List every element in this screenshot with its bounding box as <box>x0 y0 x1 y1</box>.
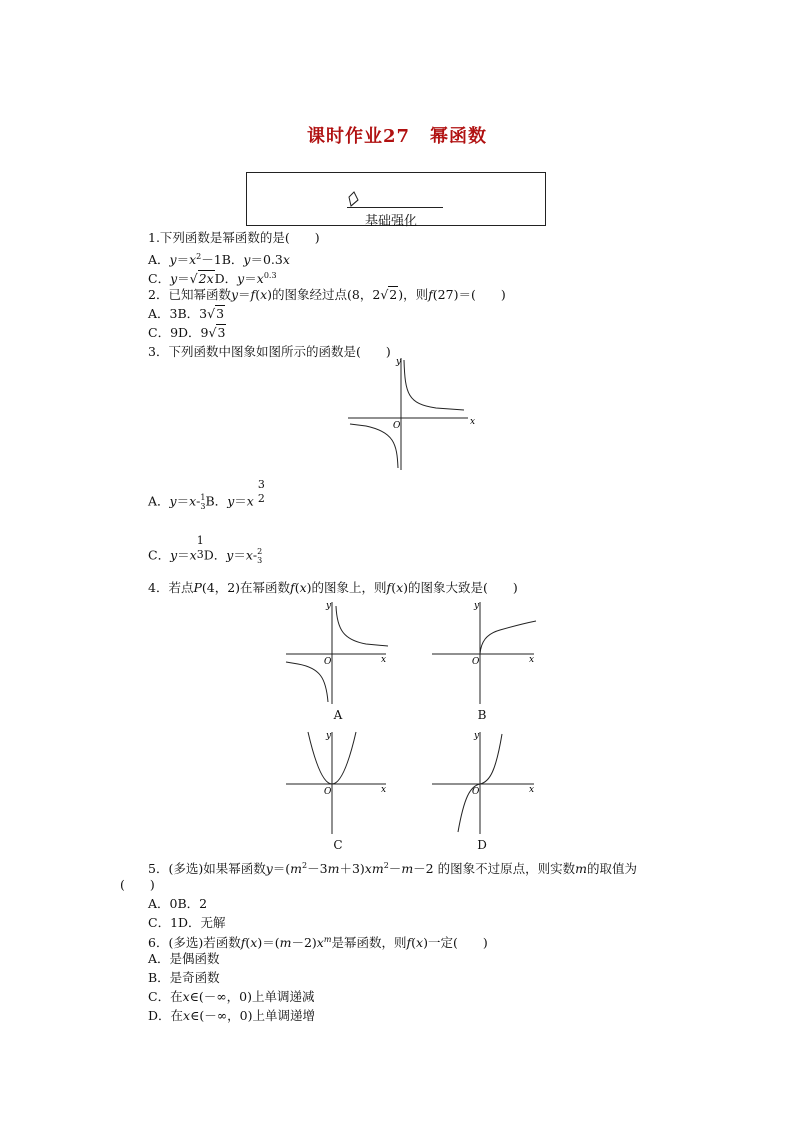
q4-label-b: B <box>477 708 487 722</box>
svg-text:y: y <box>326 731 332 741</box>
q3-origin: O <box>393 421 401 431</box>
q3-options-ab: A．y＝x- 1 3 B．y＝x 3 2 <box>148 478 265 511</box>
svg-text:O: O <box>324 657 332 667</box>
q4-graph-d <box>430 728 542 836</box>
q2-options-ab: A．3B．3√3 <box>148 306 225 321</box>
q1-options-cd: C．y＝√2xD．$y=x^{0.3}$ <box>148 271 277 287</box>
q3-options-cd: C．y＝x 1 3 D．y＝x- 2 3 <box>148 534 263 565</box>
q3-axis-x: x <box>470 417 476 427</box>
title-main: 课时作业27 <box>306 126 411 147</box>
svg-text:y: y <box>474 731 480 741</box>
q5-paren: ( ) <box>120 877 155 892</box>
q5-stem: 5．(多选)如果幂函数$y=(m^2-3m+3)xm^2-m-2$ 的图象不过原点，则实数m的取值为 <box>148 861 637 877</box>
q2-stem: 2．已知幂函数y＝f(x)的图象经过点(8，2√2)，则f(27)＝( ) <box>148 287 506 302</box>
svg-text:x: x <box>529 785 535 795</box>
q6-option-c: C．在x∈(－∞，0)上单调递减 <box>148 989 315 1004</box>
q4-label-a: A <box>333 708 343 722</box>
q4-label-d: D <box>477 838 487 852</box>
svg-text:x: x <box>381 655 387 665</box>
q6-stem: 6．(多选)若函数$f(x)=(m-2)x^m$是幂函数，则f(x)一定( ) <box>148 935 488 951</box>
pen-icon <box>348 191 362 207</box>
q3-axis-y: y <box>396 357 402 367</box>
q4-graph-b <box>430 598 542 706</box>
title-topic: 幂函数 <box>430 126 488 147</box>
q5-options-cd: C．1D．无解 <box>148 915 226 930</box>
q2-options-cd: C．9D．9√3 <box>148 325 226 340</box>
q6-option-d: D．在x∈(－∞，0)上单调递增 <box>148 1008 315 1023</box>
svg-text:y: y <box>474 601 480 611</box>
q4-label-c: C <box>333 838 343 852</box>
svg-text:O: O <box>324 787 332 797</box>
q4-graph-a <box>284 598 394 706</box>
section-box <box>246 172 546 229</box>
svg-text:y: y <box>326 601 332 611</box>
q4-graph-c <box>284 728 394 836</box>
q6-option-a: A．是偶函数 <box>148 951 220 966</box>
q3-stem: 3．下列函数中图象如图所示的函数是( ) <box>148 344 391 359</box>
svg-text:x: x <box>381 785 387 795</box>
section-underline <box>347 207 443 208</box>
q1-stem: 1.下列函数是幂函数的是( ) <box>148 230 320 245</box>
q6-option-b: B．是奇函数 <box>148 970 220 985</box>
q3-graph <box>346 354 478 472</box>
q5-options-ab: A．0B．2 <box>148 896 208 911</box>
svg-text:x: x <box>529 655 535 665</box>
svg-text:O: O <box>472 787 480 797</box>
q4-stem: 4．若点P(4，2)在幂函数f(x)的图象上，则f(x)的图象大致是( ) <box>148 580 518 595</box>
page-title <box>0 122 794 148</box>
q1-options-ab: A．$y=x^2-1B$．y＝0.3x <box>148 252 290 268</box>
section-label: 基础强化 <box>365 214 418 229</box>
svg-text:O: O <box>472 657 480 667</box>
